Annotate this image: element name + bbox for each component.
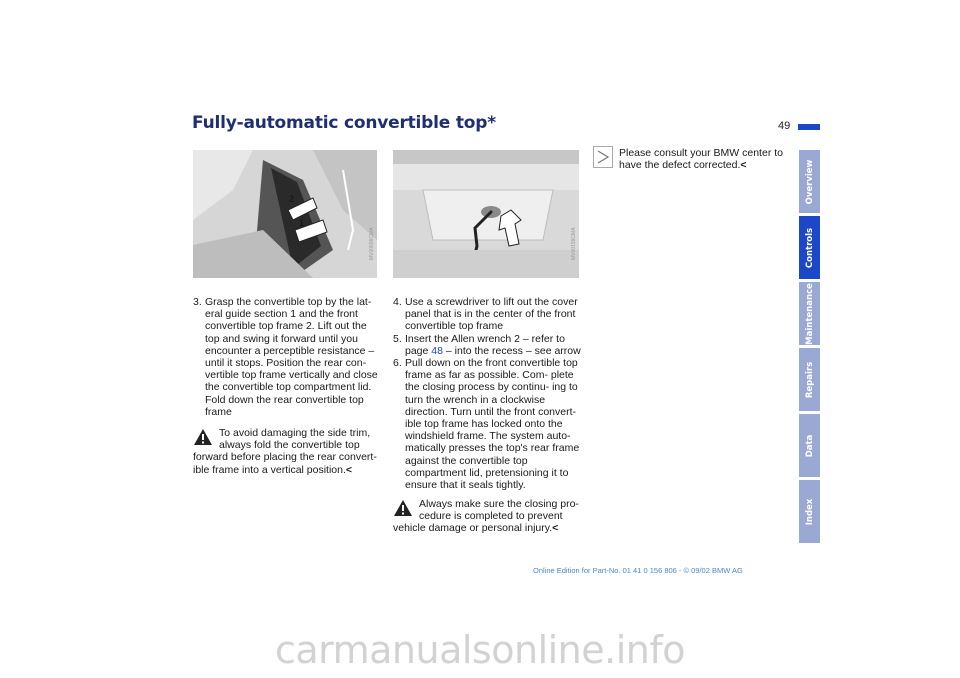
page-number: 49 — [778, 120, 791, 132]
tab-label: Index — [804, 498, 815, 525]
step-number: 6. — [393, 357, 402, 370]
list-item — [193, 296, 381, 418]
tab-controls[interactable] — [799, 216, 820, 279]
tab-label: Controls — [804, 227, 815, 268]
step-text-after: – into the recess – see arrow — [442, 344, 581, 357]
step-number: 5. — [393, 332, 402, 345]
warning-icon — [193, 428, 213, 446]
watermark: carmanualsonline.info — [274, 628, 685, 672]
page-link[interactable]: 48 — [431, 344, 443, 357]
tab-label: Maintenance — [804, 282, 815, 345]
figure-code: MV00159CMA — [571, 227, 577, 260]
tab-label: Repairs — [804, 361, 815, 398]
tab-maintenance[interactable] — [799, 282, 820, 345]
section-tabs — [799, 150, 820, 546]
note-icon — [593, 146, 613, 168]
step-text: Use a screwdriver to lift out the cover panel that is in the center of the front convertible top frame — [405, 296, 578, 333]
tab-index[interactable] — [799, 480, 820, 543]
list-item — [393, 333, 587, 357]
step-3-block — [193, 296, 381, 418]
list-item — [393, 357, 587, 491]
note-text: Please consult your BMW center to have the defect corrected. — [619, 147, 783, 172]
step-number: 4. — [393, 296, 402, 308]
step-number: 3. — [193, 296, 202, 308]
callout-1: 1 — [299, 218, 305, 228]
allen-wrench-illustration — [393, 150, 579, 278]
steps-4-6-block — [393, 296, 587, 491]
callout-2: 2 — [289, 194, 295, 204]
end-mark: < — [345, 463, 353, 476]
warning-icon — [393, 499, 413, 517]
warning-note — [393, 498, 587, 535]
tab-label: Data — [804, 434, 815, 457]
convertible-top-illustration — [193, 150, 377, 278]
tab-label: Overview — [804, 159, 815, 204]
warning-text: To avoid damaging the side trim, always fold the convertible top forward before placing the rear convert- ible frame into a vertical position. — [193, 427, 377, 476]
tab-data[interactable] — [799, 414, 820, 477]
list-item — [393, 296, 587, 333]
figure-convertible-top-frame — [193, 150, 377, 278]
end-mark: < — [552, 522, 559, 535]
step-text-before: Insert the Allen wrench 2 – refer to page — [405, 332, 565, 357]
warning-note — [193, 427, 381, 476]
footer-edition: Online Edition for Part-No. 01 41 0 156 806 - © 09/02 BMW AG — [533, 566, 743, 575]
figure-allen-wrench — [393, 150, 579, 278]
step-text: Pull down on the front convertible top frame as far as possible. Com- plete the closing process by continu- ing to turn the wrench in a clockwise direction. Turn until the front convert- ible top frame has locked onto the windshield frame. The system auto- matically presses the top's rear frame against the convertible top compartment lid, pretensioning it to ensure that it seals tightly. — [405, 357, 580, 492]
page-title: Fully-automatic convertible top* — [192, 113, 496, 133]
page-number-marker — [798, 124, 820, 130]
note-block — [619, 147, 789, 171]
end-mark: < — [740, 159, 747, 172]
tab-overview[interactable] — [799, 150, 820, 213]
warning-text: Always make sure the closing pro- cedure is completed to prevent vehicle damage or personal injury. — [393, 498, 579, 535]
figure-code: MV00686CMA — [369, 227, 375, 260]
step-text: Grasp the convertible top by the lat- eral guide section 1 and the front convertible top frame 2. Lift out the top and swing it forward until you encounter a perceptible resistance – until it stops. Position the rear con- vertible top frame vertically and close the convertible top compartment lid. Fold down the rear convertible top frame — [205, 296, 378, 418]
tab-repairs[interactable] — [799, 348, 820, 411]
